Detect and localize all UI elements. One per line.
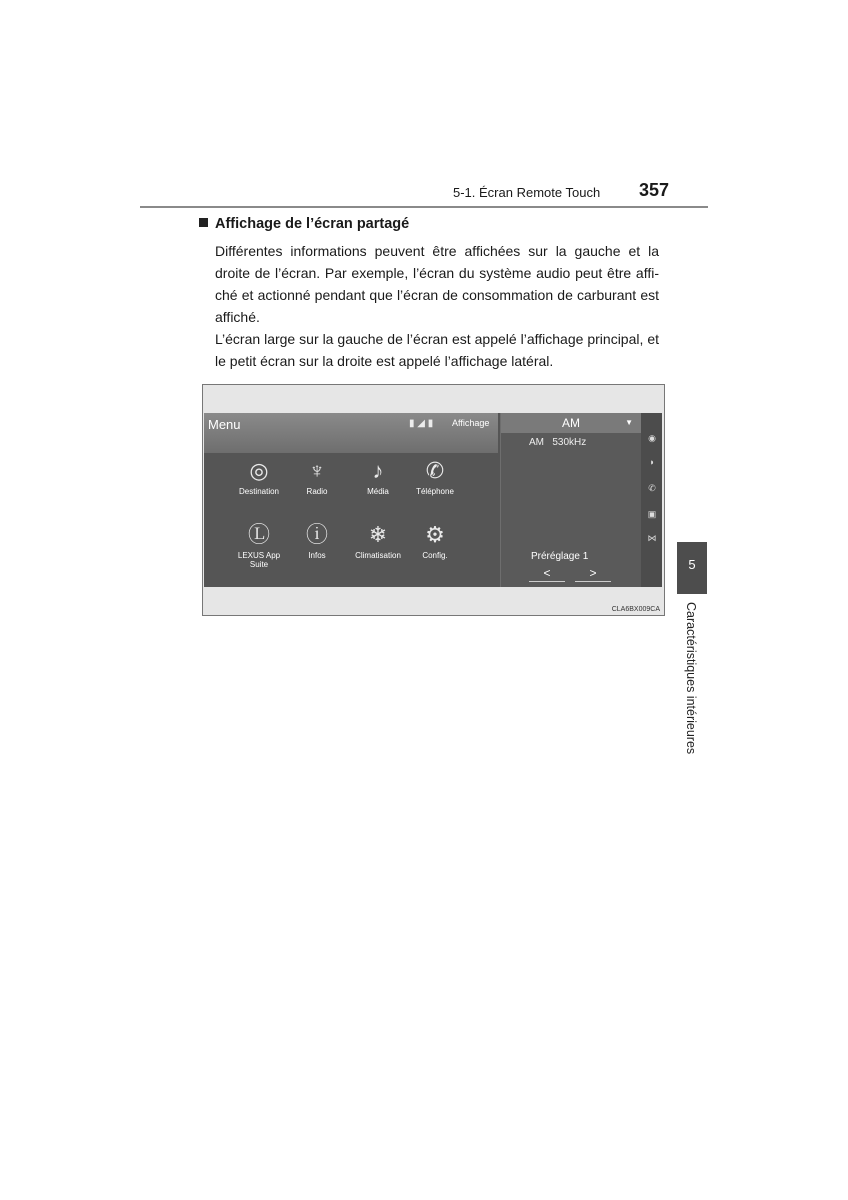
lexus-icon: Ⓛ — [247, 522, 270, 547]
tile-label: Config. — [422, 551, 448, 560]
tile-label: Infos — [308, 551, 326, 560]
image-rail-icon[interactable]: ▣ — [647, 509, 657, 519]
side-rail — [641, 413, 662, 587]
tile-radio[interactable] — [287, 457, 347, 496]
climate-icon: ❄ — [368, 522, 388, 547]
info-icon: ⓘ — [305, 522, 328, 547]
side-display — [500, 413, 641, 587]
chapter-tab: 5 — [677, 542, 707, 594]
screenshot-figure — [202, 384, 665, 616]
preset-label: Préréglage 1 — [531, 551, 589, 562]
tile-label: LEXUS App Suite — [237, 551, 281, 569]
menu-title: Menu — [208, 417, 241, 432]
status-icons: ▮ ◢ ▮ — [409, 418, 434, 429]
band-selector[interactable] — [501, 413, 641, 433]
tile-lexus-app-suite[interactable] — [229, 521, 289, 569]
radio-icon: ♆ — [308, 458, 326, 483]
tile-label: Radio — [306, 487, 328, 496]
destination-icon: ◎ — [249, 458, 269, 483]
preset-prev-button[interactable]: < — [529, 567, 565, 582]
preset-next-button[interactable]: > — [575, 567, 611, 582]
phone-icon: ✆ — [425, 458, 445, 483]
settings-icon: ⚙ — [425, 522, 445, 547]
paragraph: Différentes informations peuvent être affichées sur la gauche et la droite de l’écran. Par exemple, l’écran du système audio peut être affi-ché et actionné pendant que l’écran de consommation de carburant est affiché. — [215, 243, 659, 325]
tile-label: Téléphone — [416, 487, 454, 496]
tile-label: Média — [367, 487, 389, 496]
header-rule — [140, 206, 708, 208]
station-readout — [529, 437, 586, 448]
media-icon: ♪ — [372, 458, 384, 483]
tile-config[interactable] — [405, 521, 465, 560]
page-number: 357 — [639, 180, 670, 200]
figure-code: CLA6BX009CA — [611, 606, 660, 613]
section-heading-text: Affichage de l’écran partagé — [215, 216, 410, 232]
chapter-title: Caractéristiques intérieures — [684, 602, 698, 755]
tile-climatisation[interactable] — [348, 521, 408, 560]
audio-rail-icon[interactable]: ◗ — [649, 457, 655, 467]
frequency: 530kHz — [552, 437, 587, 448]
nav-rail-icon[interactable]: ◉ — [648, 433, 656, 443]
display-screen — [204, 413, 662, 587]
tile-phone[interactable] — [405, 457, 465, 496]
body-text — [215, 240, 659, 372]
header-section-title: 5-1. Écran Remote Touch — [453, 185, 601, 200]
paragraph: L’écran large sur la gauche de l’écran est appelé l’affichage principal, et le petit écran sur la droite est appelé l’affichage latéral. — [215, 331, 659, 369]
main-display — [204, 413, 498, 587]
tile-infos[interactable] — [287, 521, 347, 560]
climate-rail-icon[interactable]: ⋈ — [647, 533, 657, 543]
dropdown-arrow-icon: ▼ — [625, 418, 633, 427]
band-short: AM — [529, 437, 544, 448]
tile-media[interactable] — [348, 457, 408, 496]
tile-label: Destination — [238, 487, 280, 496]
tile-destination[interactable] — [229, 457, 289, 496]
section-heading — [199, 216, 409, 232]
tile-label: Climatisation — [355, 551, 401, 560]
square-bullet-icon — [199, 218, 208, 227]
phone-rail-icon[interactable]: ✆ — [648, 483, 656, 493]
display-button[interactable]: Affichage — [452, 418, 490, 428]
band-label: AM — [562, 416, 580, 430]
